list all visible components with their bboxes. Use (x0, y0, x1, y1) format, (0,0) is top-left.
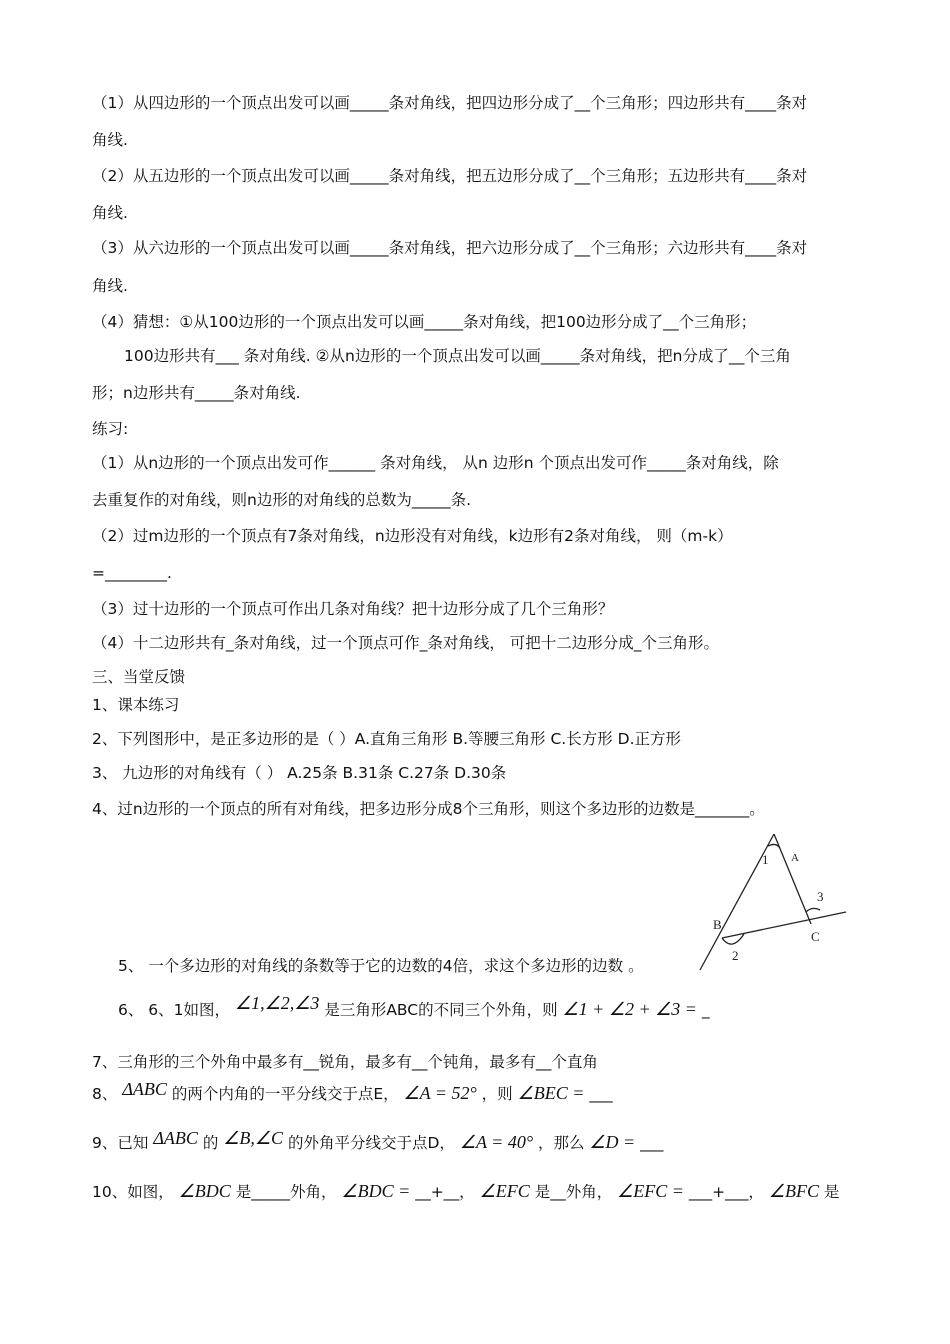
feedback8 (92, 1079, 613, 1105)
f8-angle: ∠A = 52° (403, 1083, 477, 1103)
q4-line3: 形；n边形共有_____条对角线. (92, 384, 301, 402)
f9-triangle: ΔABC (153, 1128, 198, 1148)
f10-text1: 是_____外角， (235, 1183, 337, 1201)
q3-line2: 角线. (92, 277, 128, 295)
q4-line2: 100边形共有___ 条对角线. ②从n边形的一个顶点出发可以画_____条对角线，把n分成了__个三角 (124, 347, 791, 365)
q1-line1: （1）从四边形的一个顶点出发可以画_____条对角线，把四边形分成了__个三角形；四边形共有____条对 (92, 94, 808, 112)
q1-line2: 角线. (92, 131, 128, 149)
line-through-B-C (722, 912, 846, 938)
f8-mid: 的两个内角的一平分线交于点E， (171, 1085, 399, 1103)
label-3: 3 (817, 889, 824, 904)
q3-line1: （3）从六边形的一个顶点出发可以画_____条对角线，把六边形分成了__个三角形；六边形共有____条对 (92, 239, 808, 257)
feedback3: 3、 九边形的对角线有（ ） A.25条 B.31条 C.27条 D.30条 (92, 764, 507, 782)
label-C: C (811, 929, 820, 944)
feedback2: 2、下列图形中，是正多边形的是（ ）A.直角三角形 B.等腰三角形 C.长方形 D.正方形 (92, 730, 682, 748)
practice2-line2: =________. (92, 564, 172, 582)
f10-angle5: ∠BFC (768, 1181, 819, 1201)
feedback7: 7、三角形的三个外角中最多有__锐角，最多有__个钝角，最多有__个直角 (92, 1053, 598, 1071)
f10-angle4: ∠EFC = (617, 1181, 684, 1201)
angle-3-arc (806, 908, 820, 912)
practice1-line1: （1）从n边形的一个顶点出发可作______ 条对角线， 从n 边形n 个顶点出发可作_____条对角线，除 (92, 454, 779, 472)
f8-result: ∠BEC = (517, 1083, 585, 1103)
f10-text5: 是 (823, 1183, 840, 1201)
f6-angles: ∠1,∠2,∠3 (234, 993, 320, 1013)
label-A: A (791, 852, 799, 864)
feedback1: 1、课本练习 (92, 696, 180, 714)
feedback6 (118, 993, 710, 1021)
f10-prefix: 10、如图， (92, 1183, 174, 1201)
label-B: B (713, 917, 722, 932)
feedback4: 4、过n边形的一个顶点的所有对角线，把多边形分成8个三角形，则这个多边形的边数是_______。 (92, 800, 765, 818)
practice-heading: 练习: (92, 420, 129, 438)
f6-expr: ∠1 + ∠2 + ∠3 = (562, 999, 697, 1019)
f8-prefix: 8、 (92, 1085, 118, 1103)
f9-mid2: 的外角平分线交于点D， (287, 1134, 455, 1152)
q2-line1: （2）从五边形的一个顶点出发可以画_____条对角线，把五边形分成了__个三角形；五边形共有____条对 (92, 167, 808, 185)
f10-angle2: ∠BDC = (341, 1181, 411, 1201)
practice2-line1: （2）过m边形的一个顶点有7条对角线，n边形没有对角线，k边形有2条对角线， 则（m-k） (92, 527, 733, 545)
f9-angles: ∠B,∠C (223, 1128, 284, 1148)
feedback10 (92, 1180, 839, 1203)
f9-prefix: 9、已知 (92, 1134, 149, 1152)
label-2: 2 (732, 948, 739, 963)
practice4: （4）十二边形共有_条对角线，过一个顶点可作_条对角线， 可把十二边形分成_个三角形。 (92, 634, 720, 652)
f6-prefix: 6、 6、1如图， (118, 1001, 231, 1019)
f10-text3: 是__外角， (534, 1183, 613, 1201)
section3-heading: 三、当堂反馈 (92, 668, 186, 686)
f6-tail: _ (701, 1001, 710, 1019)
f9-result: ∠D = (589, 1132, 636, 1152)
f9-mid3: ，那么 (537, 1134, 585, 1152)
f10-text2: __+__， (415, 1183, 475, 1201)
q4-line1: （4）猜想：①从100边形的一个顶点出发可以画_____条对角线，把100边形分成了__个三角形； (92, 313, 757, 331)
f9-tail: ___ (640, 1134, 664, 1152)
f10-angle1: ∠BDC (178, 1181, 231, 1201)
f8-triangle: ΔABC (122, 1079, 167, 1099)
practice3: （3）过十边形的一个顶点可作出几条对角线？把十边形分成了几个三角形？ (92, 600, 614, 618)
f6-mid: 是三角形ABC的不同三个外角，则 (324, 1001, 558, 1019)
feedback5: 5、 一个多边形的对角线的条数等于它的边数的4倍，求这个多边形的边数 。 (118, 957, 644, 975)
f9-mid: 的 (202, 1134, 219, 1152)
triangle-exterior-angles-figure (696, 828, 856, 978)
f8-tail: ___ (589, 1085, 613, 1103)
f8-mid2: ，则 (481, 1085, 513, 1103)
label-1: 1 (762, 852, 769, 867)
f10-angle3: ∠EFC (479, 1181, 530, 1201)
f10-text4: ___+___， (688, 1183, 764, 1201)
f9-angle: ∠A = 40° (459, 1132, 534, 1152)
practice1-line2: 去重复作的对角线，则n边形的对角线的总数为_____条. (92, 491, 472, 509)
feedback9 (92, 1128, 664, 1154)
q2-line2: 角线. (92, 204, 128, 222)
